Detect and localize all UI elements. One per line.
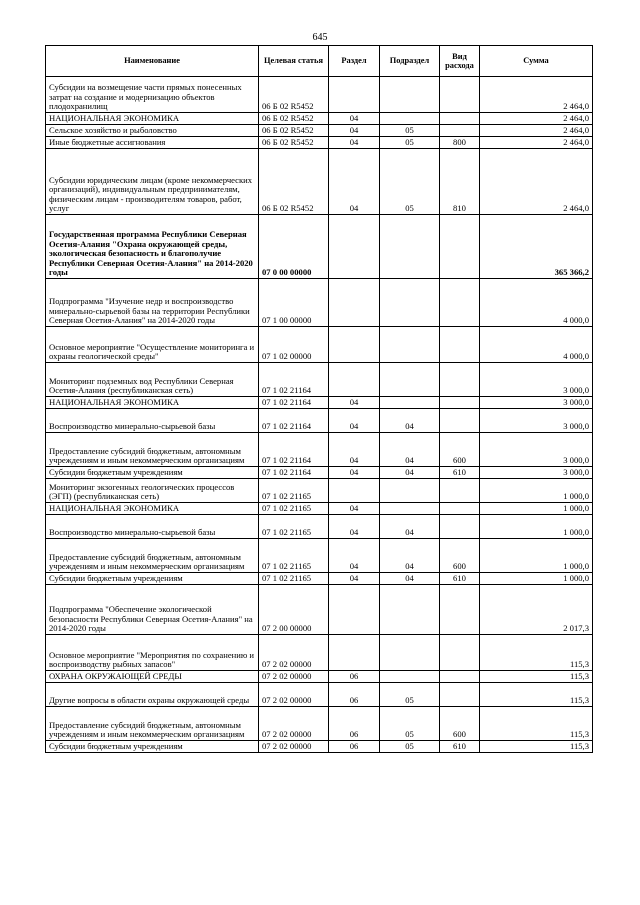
- cell-amount: 3 000,0: [480, 363, 593, 397]
- cell-name: НАЦИОНАЛЬНАЯ ЭКОНОМИКА: [46, 113, 259, 125]
- cell-subsection: 04: [380, 573, 440, 585]
- table-row: [46, 515, 593, 539]
- header-amount: Сумма: [480, 46, 593, 77]
- cell-section: [329, 635, 380, 671]
- cell-target-article: 07 1 02 00000: [259, 327, 329, 363]
- cell-name: Предоставление субсидий бюджетным, автономным учреждениям и иным некоммерческим организациям: [46, 433, 259, 467]
- table-row: [46, 503, 593, 515]
- cell-amount: 2 464,0: [480, 149, 593, 215]
- cell-section: 06: [329, 671, 380, 683]
- cell-expense-type: 600: [440, 707, 480, 741]
- cell-target-article: 06 Б 02 R5452: [259, 125, 329, 137]
- cell-section: [329, 215, 380, 279]
- cell-name: Субсидии юридическим лицам (кроме некоммерческих организаций), индивидуальным предпринимателям, физическим лицам - производителям товаров, работ, услуг: [46, 149, 259, 215]
- table-row: [46, 467, 593, 479]
- cell-section: 04: [329, 503, 380, 515]
- cell-section: 04: [329, 515, 380, 539]
- cell-expense-type: [440, 683, 480, 707]
- cell-name: Основное мероприятие "Мероприятия по сохранению и воспроизводству рыбных запасов": [46, 635, 259, 671]
- table-row: [46, 125, 593, 137]
- cell-name: Другие вопросы в области охраны окружающей среды: [46, 683, 259, 707]
- cell-expense-type: 810: [440, 149, 480, 215]
- cell-name: Мониторинг экзогенных геологических процессов (ЭГП) (республиканская сеть): [46, 479, 259, 503]
- cell-target-article: 07 1 00 00000: [259, 279, 329, 327]
- cell-section: [329, 363, 380, 397]
- table-row: [46, 683, 593, 707]
- cell-subsection: 05: [380, 741, 440, 753]
- cell-subsection: 04: [380, 433, 440, 467]
- cell-target-article: 07 2 00 00000: [259, 585, 329, 635]
- table-row: [46, 671, 593, 683]
- cell-subsection: [380, 363, 440, 397]
- cell-subsection: 05: [380, 137, 440, 149]
- table-row: [46, 585, 593, 635]
- cell-subsection: 04: [380, 515, 440, 539]
- table-row: [46, 479, 593, 503]
- cell-section: 06: [329, 683, 380, 707]
- cell-subsection: 05: [380, 125, 440, 137]
- cell-section: 04: [329, 149, 380, 215]
- cell-expense-type: 600: [440, 539, 480, 573]
- cell-subsection: 05: [380, 683, 440, 707]
- cell-name: Мониторинг подземных вод Республики Северная Осетия-Алания (республиканская сеть): [46, 363, 259, 397]
- cell-expense-type: 610: [440, 467, 480, 479]
- cell-expense-type: 600: [440, 433, 480, 467]
- cell-expense-type: [440, 125, 480, 137]
- cell-target-article: 07 1 02 21164: [259, 467, 329, 479]
- cell-amount: 115,3: [480, 671, 593, 683]
- table-header-row: [46, 46, 593, 77]
- cell-section: [329, 327, 380, 363]
- cell-subsection: [380, 77, 440, 113]
- table-row: [46, 707, 593, 741]
- cell-amount: 115,3: [480, 683, 593, 707]
- cell-expense-type: [440, 279, 480, 327]
- cell-expense-type: [440, 363, 480, 397]
- table-row: [46, 539, 593, 573]
- cell-target-article: 07 0 00 00000: [259, 215, 329, 279]
- cell-expense-type: [440, 113, 480, 125]
- table-row: [46, 635, 593, 671]
- cell-subsection: [380, 113, 440, 125]
- header-section: Раздел: [329, 46, 380, 77]
- table-body: [46, 77, 593, 753]
- cell-amount: 115,3: [480, 707, 593, 741]
- cell-expense-type: 800: [440, 137, 480, 149]
- cell-target-article: 06 Б 02 R5452: [259, 113, 329, 125]
- cell-name: Подпрограмма "Изучение недр и воспроизводство минерально-сырьевой базы на территории Республики Северная Осетия-Алания" на 2014-2020 годы: [46, 279, 259, 327]
- cell-subsection: [380, 397, 440, 409]
- cell-amount: 2 464,0: [480, 137, 593, 149]
- header-subsection: Подраздел: [380, 46, 440, 77]
- header-target-article: Целевая статья: [259, 46, 329, 77]
- cell-amount: 1 000,0: [480, 573, 593, 585]
- cell-section: [329, 279, 380, 327]
- header-name: Наименование: [46, 46, 259, 77]
- cell-expense-type: [440, 397, 480, 409]
- cell-expense-type: [440, 503, 480, 515]
- cell-expense-type: [440, 515, 480, 539]
- cell-section: 04: [329, 113, 380, 125]
- cell-amount: 4 000,0: [480, 327, 593, 363]
- cell-amount: 2 464,0: [480, 113, 593, 125]
- cell-name: ОХРАНА ОКРУЖАЮЩЕЙ СРЕДЫ: [46, 671, 259, 683]
- cell-target-article: 06 Б 02 R5452: [259, 149, 329, 215]
- cell-name: Субсидии на возмещение части прямых понесенных затрат на создание и модернизацию объектов плодохранилищ: [46, 77, 259, 113]
- cell-subsection: [380, 585, 440, 635]
- cell-amount: 3 000,0: [480, 467, 593, 479]
- cell-target-article: 06 Б 02 R5452: [259, 137, 329, 149]
- cell-section: [329, 479, 380, 503]
- cell-subsection: [380, 503, 440, 515]
- header-expense-type: Вид расхода: [440, 46, 480, 77]
- cell-subsection: [380, 635, 440, 671]
- cell-expense-type: [440, 635, 480, 671]
- cell-section: 04: [329, 397, 380, 409]
- cell-section: 04: [329, 433, 380, 467]
- cell-target-article: 07 2 02 00000: [259, 683, 329, 707]
- table-row: [46, 363, 593, 397]
- cell-amount: 365 366,2: [480, 215, 593, 279]
- cell-amount: 3 000,0: [480, 409, 593, 433]
- cell-expense-type: [440, 77, 480, 113]
- cell-name: НАЦИОНАЛЬНАЯ ЭКОНОМИКА: [46, 397, 259, 409]
- cell-name: Воспроизводство минерально-сырьевой базы: [46, 409, 259, 433]
- cell-amount: 3 000,0: [480, 433, 593, 467]
- cell-subsection: [380, 479, 440, 503]
- cell-amount: 2 464,0: [480, 125, 593, 137]
- cell-name: Предоставление субсидий бюджетным, автономным учреждениям и иным некоммерческим организациям: [46, 539, 259, 573]
- cell-section: 06: [329, 707, 380, 741]
- cell-expense-type: [440, 671, 480, 683]
- cell-name: Субсидии бюджетным учреждениям: [46, 467, 259, 479]
- table-row: [46, 741, 593, 753]
- table-row: [46, 433, 593, 467]
- cell-amount: 2 464,0: [480, 77, 593, 113]
- cell-section: 04: [329, 409, 380, 433]
- cell-name: Субсидии бюджетным учреждениям: [46, 573, 259, 585]
- cell-target-article: 07 1 02 21164: [259, 409, 329, 433]
- cell-subsection: [380, 279, 440, 327]
- cell-subsection: 04: [380, 409, 440, 433]
- cell-amount: 1 000,0: [480, 539, 593, 573]
- cell-section: [329, 77, 380, 113]
- cell-amount: 1 000,0: [480, 479, 593, 503]
- cell-expense-type: [440, 327, 480, 363]
- cell-target-article: 07 2 02 00000: [259, 635, 329, 671]
- cell-amount: 1 000,0: [480, 503, 593, 515]
- cell-expense-type: [440, 479, 480, 503]
- table-row: [46, 149, 593, 215]
- cell-name: Сельское хозяйство и рыболовство: [46, 125, 259, 137]
- cell-name: Предоставление субсидий бюджетным, автономным учреждениям и иным некоммерческим организациям: [46, 707, 259, 741]
- table-row: [46, 397, 593, 409]
- cell-name: Государственная программа Республики Северная Осетия-Алания "Охрана окружающей среды, экологическая безопасность и благополучие Республики Северная Осетия-Алания" на 2014-2020 годы: [46, 215, 259, 279]
- cell-section: 06: [329, 741, 380, 753]
- cell-expense-type: [440, 585, 480, 635]
- cell-target-article: 07 1 02 21165: [259, 515, 329, 539]
- cell-section: 04: [329, 137, 380, 149]
- table-row: [46, 573, 593, 585]
- table-row: [46, 113, 593, 125]
- table-row: [46, 77, 593, 113]
- cell-subsection: 05: [380, 707, 440, 741]
- cell-name: Воспроизводство минерально-сырьевой базы: [46, 515, 259, 539]
- cell-expense-type: [440, 409, 480, 433]
- cell-name: НАЦИОНАЛЬНАЯ ЭКОНОМИКА: [46, 503, 259, 515]
- cell-target-article: 07 2 02 00000: [259, 741, 329, 753]
- table-row: [46, 279, 593, 327]
- cell-subsection: [380, 215, 440, 279]
- budget-table: [45, 45, 593, 753]
- cell-expense-type: 610: [440, 573, 480, 585]
- cell-subsection: 04: [380, 467, 440, 479]
- cell-amount: 3 000,0: [480, 397, 593, 409]
- cell-target-article: 07 1 02 21165: [259, 503, 329, 515]
- cell-target-article: 06 Б 02 R5452: [259, 77, 329, 113]
- cell-section: 04: [329, 467, 380, 479]
- table-row: [46, 409, 593, 433]
- cell-subsection: 05: [380, 149, 440, 215]
- cell-target-article: 07 1 02 21165: [259, 479, 329, 503]
- cell-target-article: 07 2 02 00000: [259, 671, 329, 683]
- cell-name: Иные бюджетные ассигнования: [46, 137, 259, 149]
- cell-target-article: 07 1 02 21165: [259, 539, 329, 573]
- cell-expense-type: [440, 215, 480, 279]
- cell-target-article: 07 1 02 21164: [259, 433, 329, 467]
- cell-target-article: 07 2 02 00000: [259, 707, 329, 741]
- cell-amount: 4 000,0: [480, 279, 593, 327]
- cell-section: 04: [329, 539, 380, 573]
- cell-target-article: 07 1 02 21164: [259, 363, 329, 397]
- cell-name: Подпрограмма "Обеспечение экологической безопасности Республики Северная Осетия-Алания" на 2014-2020 годы: [46, 585, 259, 635]
- cell-amount: 115,3: [480, 635, 593, 671]
- page-number: 645: [312, 32, 328, 43]
- cell-section: 04: [329, 573, 380, 585]
- cell-section: [329, 585, 380, 635]
- cell-subsection: [380, 671, 440, 683]
- cell-name: Субсидии бюджетным учреждениям: [46, 741, 259, 753]
- cell-amount: 1 000,0: [480, 515, 593, 539]
- cell-section: 04: [329, 125, 380, 137]
- table-row: [46, 215, 593, 279]
- cell-target-article: 07 1 02 21165: [259, 573, 329, 585]
- cell-name: Основное мероприятие "Осуществление мониторинга и охраны геологической среды": [46, 327, 259, 363]
- table-row: [46, 327, 593, 363]
- cell-amount: 115,3: [480, 741, 593, 753]
- cell-amount: 2 017,3: [480, 585, 593, 635]
- cell-expense-type: 610: [440, 741, 480, 753]
- cell-subsection: 04: [380, 539, 440, 573]
- cell-target-article: 07 1 02 21164: [259, 397, 329, 409]
- table-row: [46, 137, 593, 149]
- cell-subsection: [380, 327, 440, 363]
